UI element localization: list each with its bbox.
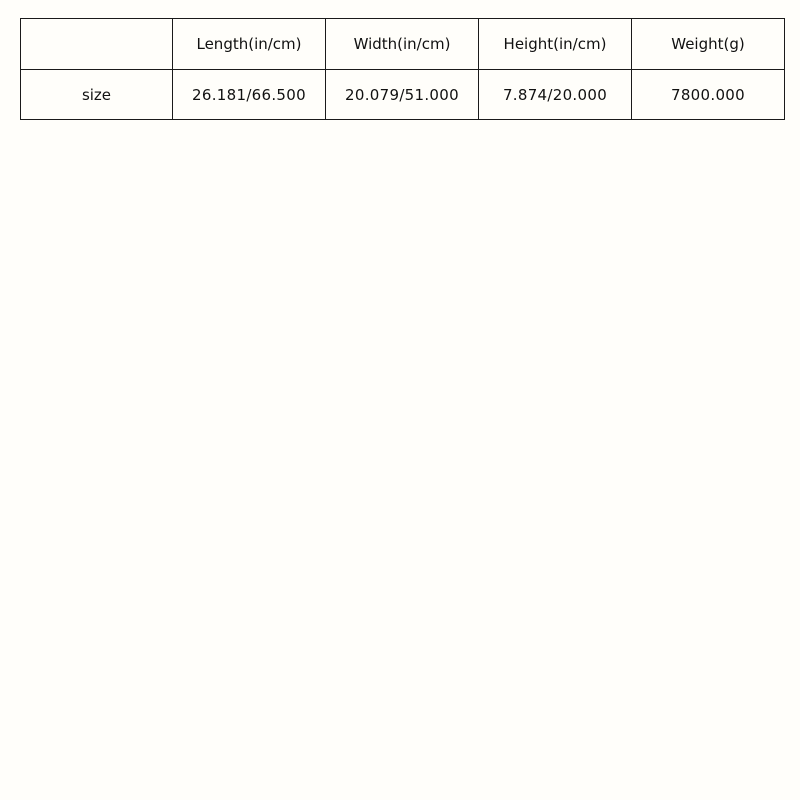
cell-length-value: 26.181/66.500 — [173, 70, 326, 120]
table-header-row — [21, 19, 785, 70]
header-cell-length: Length(in/cm) — [173, 19, 326, 70]
size-spec-table — [20, 18, 785, 120]
cell-weight-value: 7800.000 — [632, 70, 785, 120]
header-cell-width: Width(in/cm) — [326, 19, 479, 70]
header-cell-weight: Weight(g) — [632, 19, 785, 70]
row-label-size: size — [21, 70, 173, 120]
table-row — [21, 70, 785, 120]
cell-height-value: 7.874/20.000 — [479, 70, 632, 120]
header-cell-empty — [21, 19, 173, 70]
cell-width-value: 20.079/51.000 — [326, 70, 479, 120]
header-cell-height: Height(in/cm) — [479, 19, 632, 70]
